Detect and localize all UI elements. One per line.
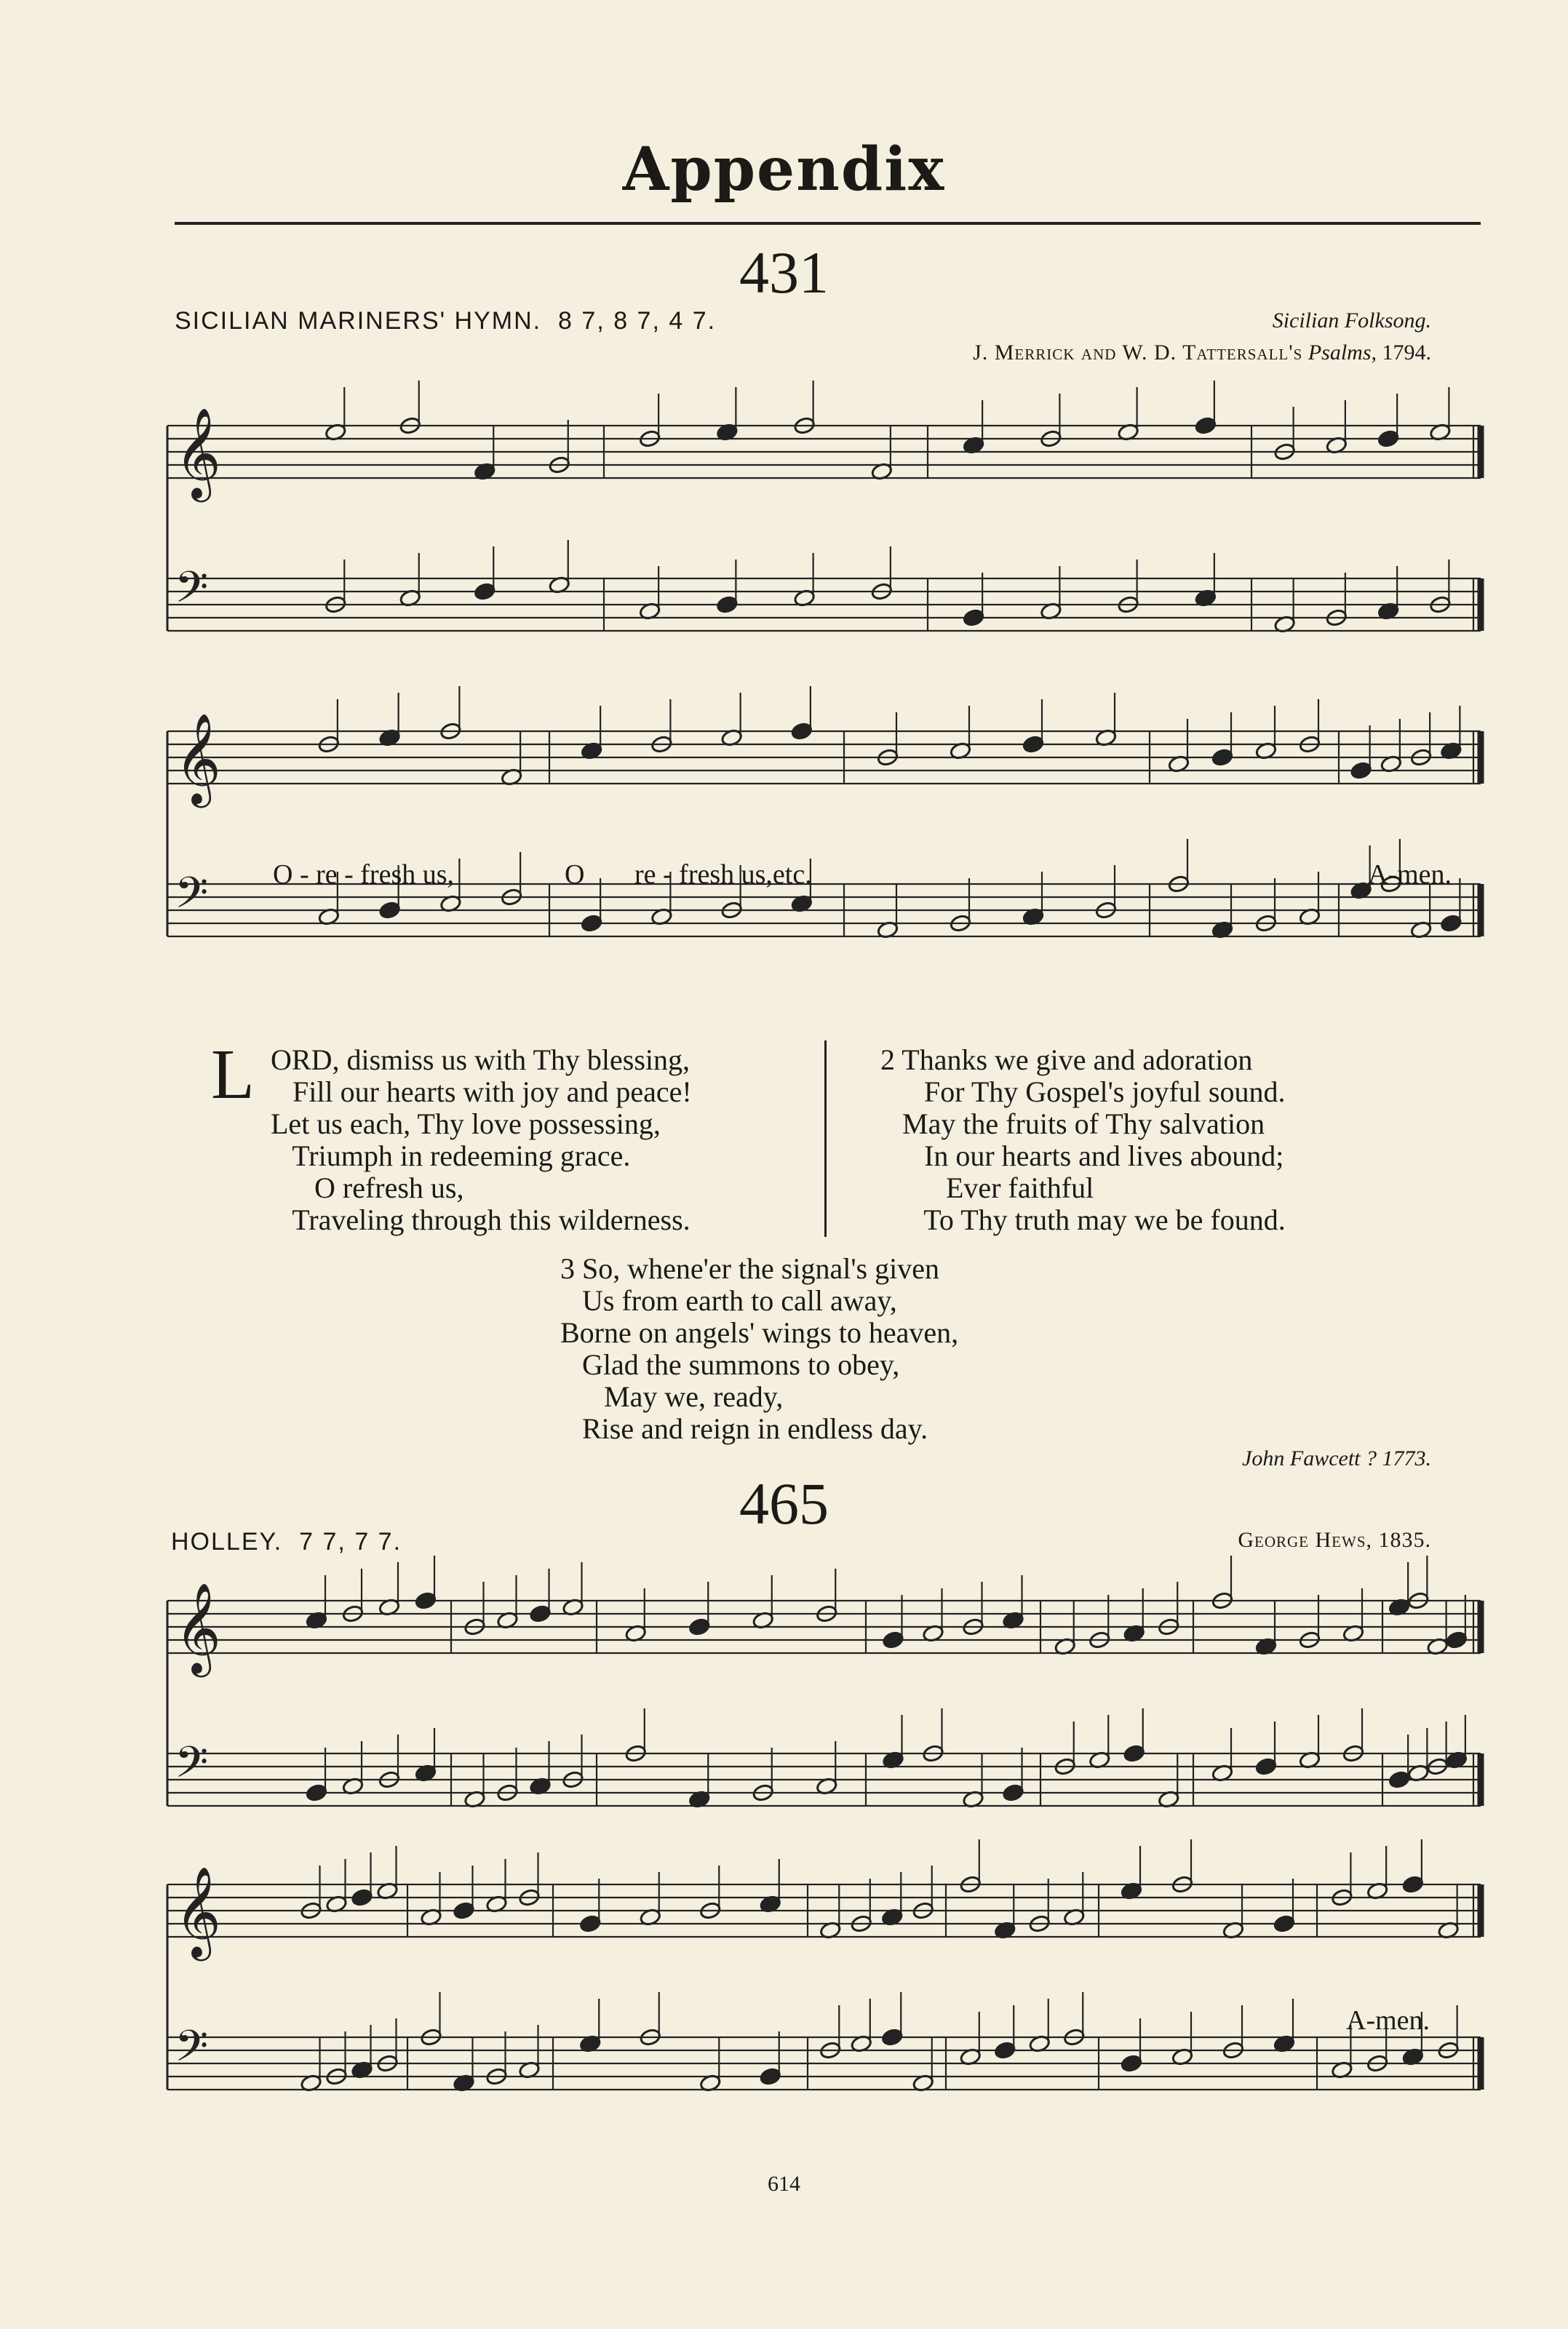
tune-title: HOLLEY. — [171, 1528, 283, 1556]
clef-treble: 𝄞 — [175, 1582, 221, 1673]
note — [791, 722, 813, 741]
note — [1440, 914, 1462, 933]
credit-work: Psalms, — [1308, 341, 1377, 365]
composer-credit: George Hews, 1835. — [1238, 1528, 1431, 1552]
note — [1446, 1631, 1468, 1649]
clef-treble: 𝄞 — [175, 713, 221, 804]
clef-bass: 𝄢 — [175, 562, 209, 623]
verse-2: 2 Thanks we give and adoration For Thy Gospel's joyful sound. May the fruits of Thy salvation In our hearts and lives abound; Ever faithful To Thy truth may we be found. — [880, 1043, 1286, 1236]
note — [1022, 735, 1045, 754]
note — [415, 1591, 437, 1610]
amen-431: A-men. — [1368, 859, 1452, 890]
note — [1273, 1914, 1296, 1933]
note — [688, 1617, 711, 1636]
note — [1121, 2054, 1143, 2073]
verse-1: ORD, dismiss us with Thy blessing, Fill our hearts with joy and peace! Let us each, Thy love possessing, Triumph in redeeming grace. O refresh us, Traveling through this wilderness. — [271, 1043, 692, 1236]
note — [1377, 429, 1400, 448]
clef-treble: 𝄞 — [175, 1866, 221, 1957]
note — [1002, 1783, 1024, 1802]
hymn-number-465: 465 — [739, 1470, 829, 1537]
note — [351, 1888, 373, 1907]
note — [453, 1901, 475, 1920]
note — [581, 914, 603, 933]
note — [1195, 416, 1217, 435]
clef-bass: 𝄢 — [175, 2021, 209, 2082]
note — [1255, 1757, 1278, 1776]
credit-names: J. Merrick and W. D. Tattersall's — [973, 341, 1303, 365]
verse-divider — [824, 1040, 827, 1237]
note — [882, 1631, 904, 1649]
note — [759, 2067, 781, 2086]
note — [1402, 1875, 1425, 1894]
page-number: 614 — [768, 2172, 800, 2196]
tune-meter: 7 7, 7 7. — [299, 1528, 402, 1556]
tune-source: Sicilian Folksong. — [1272, 308, 1431, 333]
underlay-3: re - fresh us,etc. — [634, 859, 812, 890]
tune-name-465 — [171, 1528, 402, 1556]
hymn-number-431: 431 — [739, 239, 829, 306]
underlay-2: O — [565, 859, 585, 890]
page-title: Appendix — [622, 135, 946, 204]
credit-year: 1794. — [1382, 341, 1431, 365]
note — [529, 1604, 552, 1623]
note — [994, 2041, 1016, 2060]
note — [881, 2028, 904, 2047]
note — [1211, 748, 1234, 767]
clef-bass: 𝄢 — [175, 867, 209, 928]
note — [1123, 1744, 1145, 1763]
note — [378, 901, 401, 920]
amen-465: A-men. — [1346, 2005, 1430, 2036]
note — [963, 608, 985, 627]
underlay-1: O - re - fresh us, — [273, 859, 455, 890]
tune-meter: 8 7, 8 7, 4 7. — [558, 307, 717, 335]
note — [474, 582, 496, 601]
note — [306, 1783, 328, 1802]
note — [716, 595, 739, 614]
clef-bass: 𝄢 — [175, 1737, 209, 1798]
tune-title: SICILIAN MARINERS' HYMN. — [175, 307, 542, 335]
verse-3: 3 So, whene'er the signal's given Us from earth to call away, Borne on angels' wings to heaven, Glad the summons to obey, May we, ready, Rise and reign in endless day. — [560, 1252, 959, 1445]
clef-treble: 𝄞 — [175, 407, 221, 498]
note — [1388, 1770, 1411, 1789]
note — [1350, 761, 1372, 780]
author-credit: John Fawcett ? 1773. — [1242, 1446, 1431, 1470]
drop-cap: L — [211, 1035, 255, 1114]
note — [579, 1914, 602, 1933]
